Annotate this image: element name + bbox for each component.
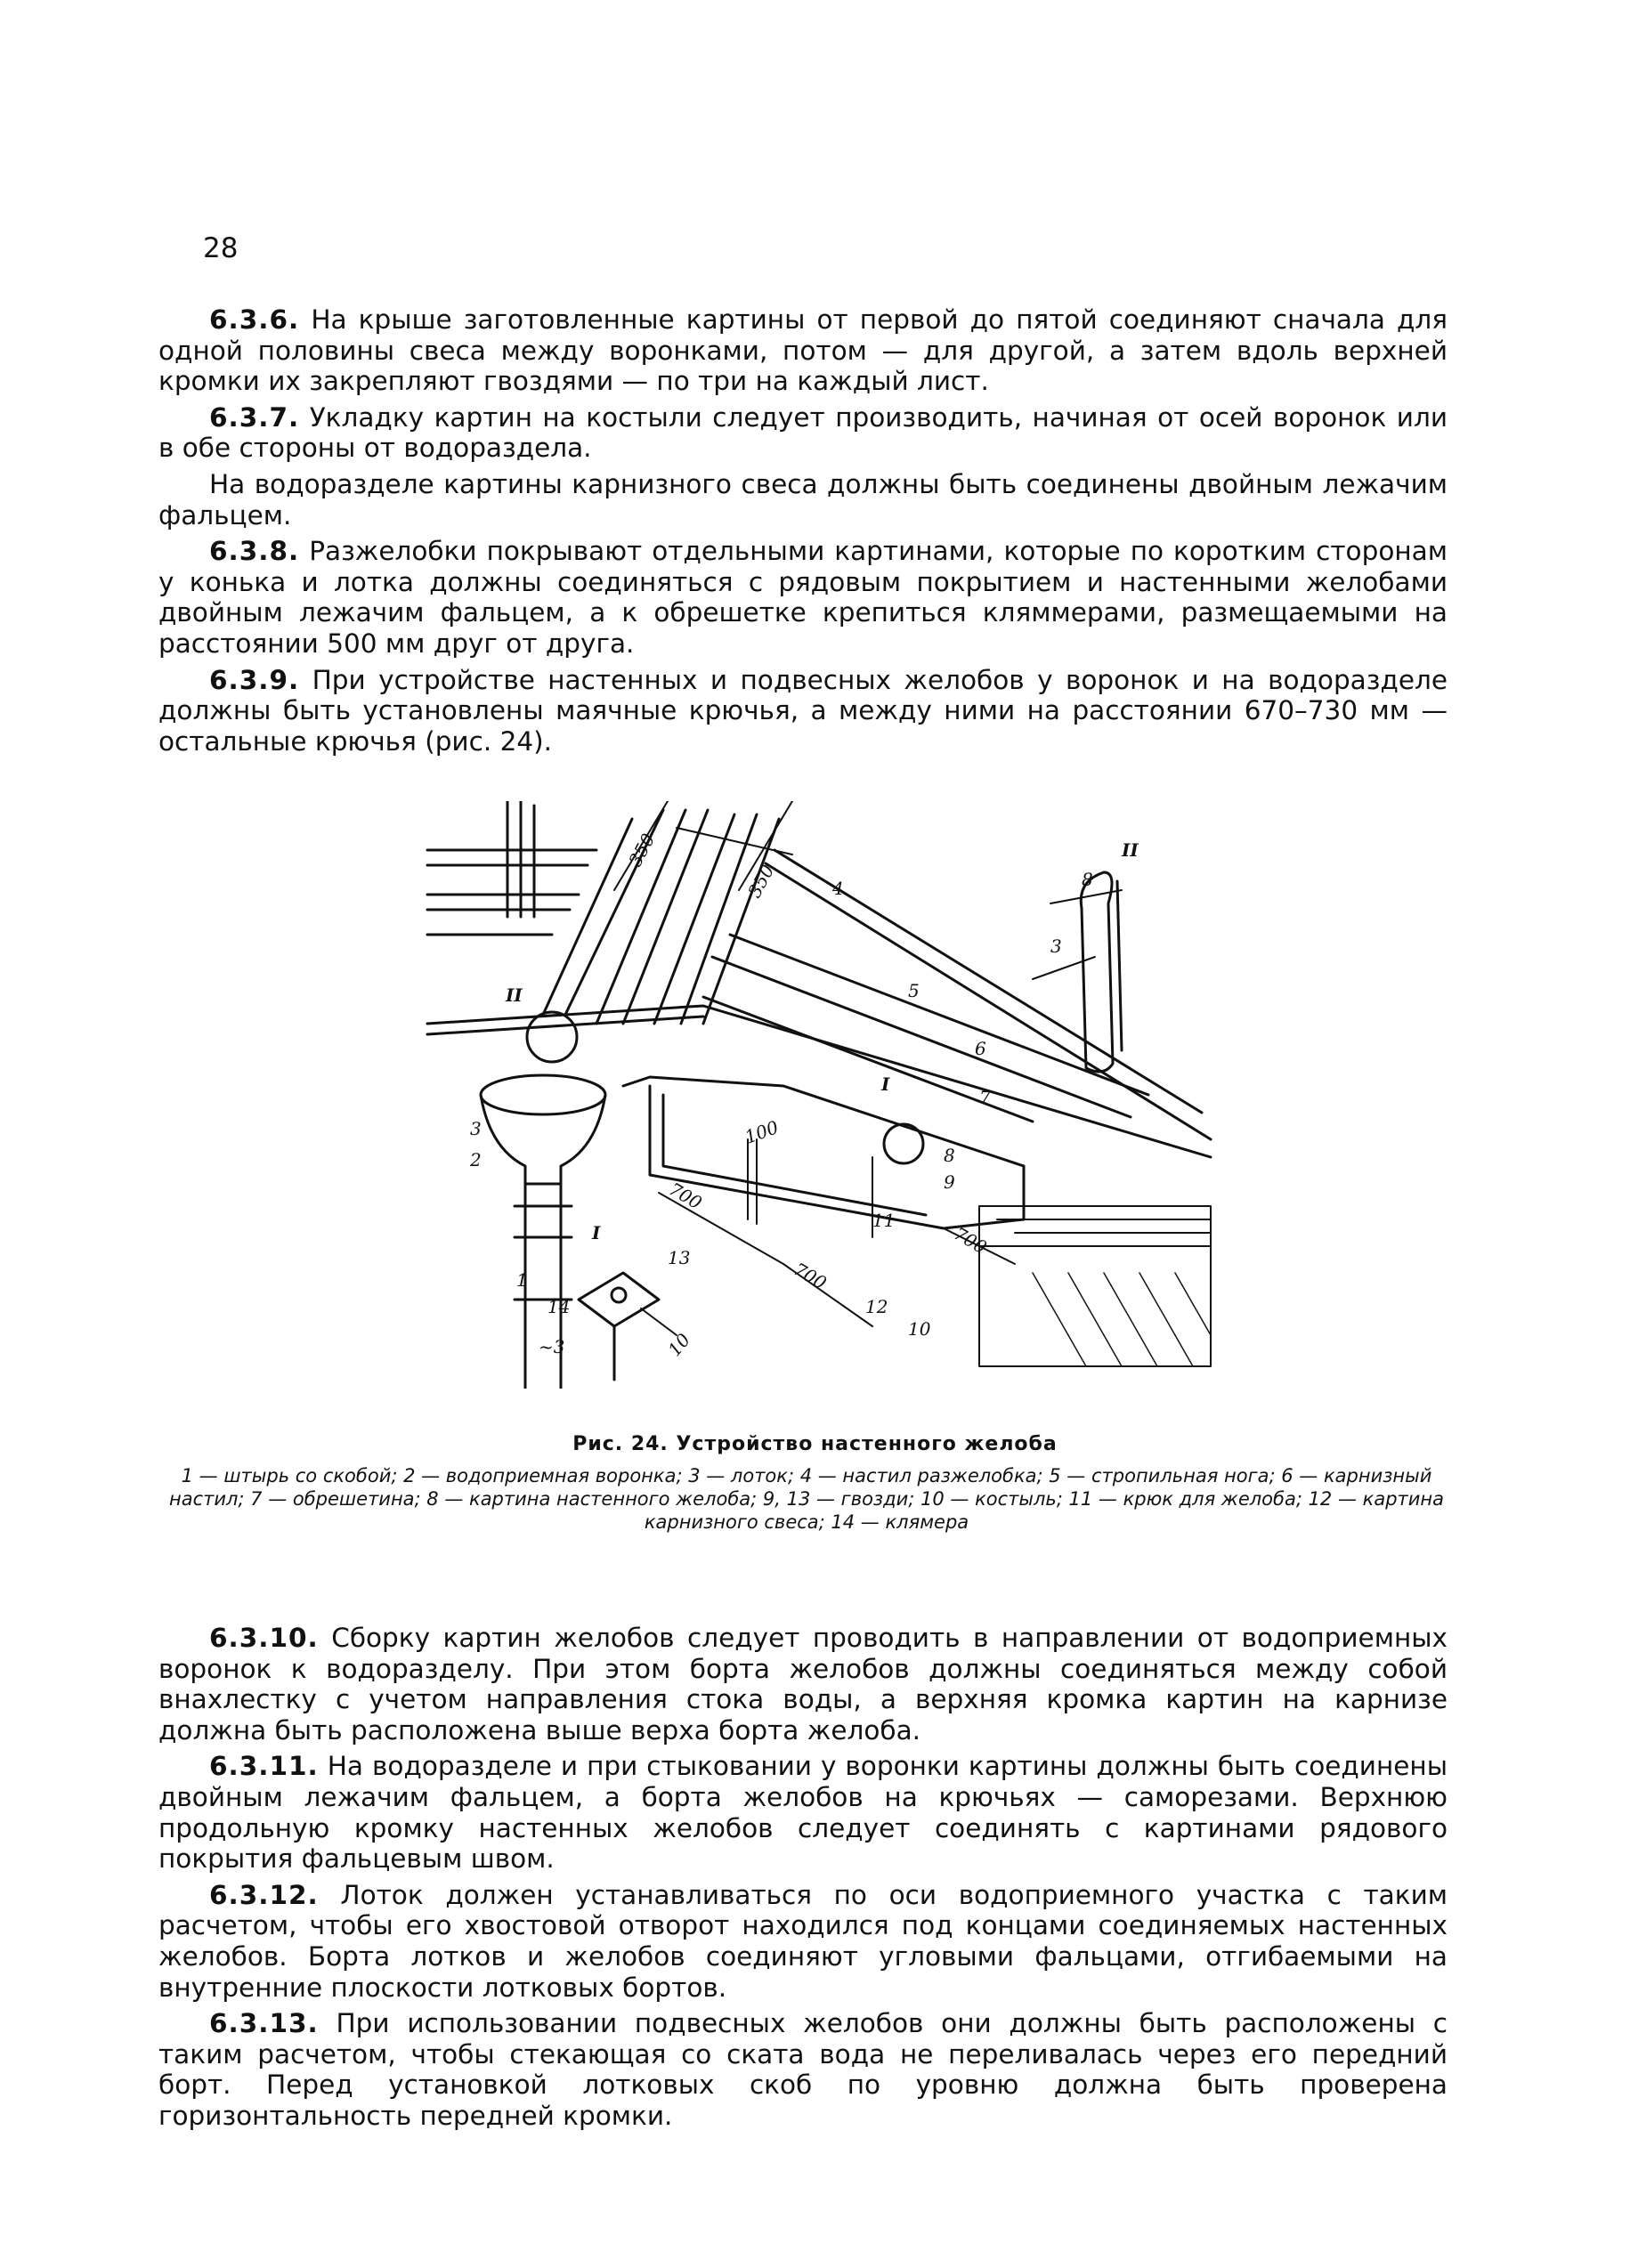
hatch-lines [1033, 1273, 1211, 1366]
dimension-label: 100 [742, 1116, 782, 1148]
callout-label: 9 [944, 1171, 955, 1193]
dimension-label: 350 [624, 830, 660, 871]
detail-i-circle [884, 1124, 923, 1163]
paragraph-watershed [158, 469, 1448, 531]
paragraph-number: 6.3.7. [209, 401, 300, 433]
paragraph-6-3-9 [158, 665, 1448, 757]
paragraph-number: 6.3.10. [209, 1623, 319, 1653]
gutter-body [650, 1086, 1024, 1228]
callout-label: 13 [668, 1247, 691, 1268]
detail-ii-fold [1081, 872, 1113, 1072]
paragraph-number: 6.3.9. [209, 664, 300, 695]
callout-label: 14 [547, 1296, 571, 1317]
figure-legend: 1 — штырь со скобой; 2 — водоприемная воронка; 3 — лоток; 4 — настил разжелобка; 5 — стропильная нога; 6 — карнизный настил; 7 — обрешетина; 8 — картина настенного желоба; 9, 13 — гвозди; 10 — костыль; 11 — крюк для желоба; 12 — картина карнизного свеса; 14 — клямера [168, 1465, 1445, 1533]
figure-caption-title: Рис. 24. Устройство настенного желоба [572, 1433, 1058, 1455]
callout-label: 4 [832, 878, 844, 899]
figure-wall-gutter [410, 801, 1229, 1389]
page-number: 28 [203, 232, 239, 264]
dimension-label: 10 [663, 1329, 695, 1361]
paragraph-6-3-12 [158, 1880, 1448, 2003]
dimension-label: 700 [790, 1258, 831, 1294]
wall-block [979, 1206, 1211, 1366]
detail-ii-circle [527, 1012, 577, 1062]
dimension-line [641, 1308, 677, 1335]
callout-label: 8 [944, 1145, 955, 1166]
callout-label: 12 [865, 1296, 888, 1317]
paragraph-number: 6.3.12. [209, 1879, 319, 1910]
eave-edge [427, 1017, 703, 1034]
paragraph-6-3-10 [158, 1623, 1448, 1746]
leader-line [1033, 957, 1095, 979]
callout-label: 1 [516, 1269, 528, 1291]
paragraph-6-3-7 [158, 402, 1448, 464]
paragraph-6-3-13 [158, 2008, 1448, 2131]
paragraph-number: 6.3.13. [209, 2008, 319, 2039]
callout-label: 11 [872, 1210, 896, 1231]
callout-label: 3 [470, 1118, 482, 1139]
paragraph-text: Укладку картин на костыли следует производить, начиная от осей воронок или в обе стороны от водораздела. [158, 401, 1448, 464]
paragraph-6-3-8 [158, 536, 1448, 659]
callout-label: 8 [1082, 869, 1093, 890]
hook-detail [579, 1273, 659, 1326]
callout-label: 6 [975, 1038, 986, 1059]
cornice-layers [979, 1219, 1211, 1246]
detail-ii-fold [1117, 881, 1122, 1050]
paragraph-number: 6.3.8. [209, 536, 300, 567]
paragraph-text: При устройстве настенных и подвесных желобов у воронок и на водоразделе должны быть установлены маячные крючья, а между ними на расстоянии 670–730 мм — остальные крючья (рис. 24). [158, 664, 1448, 757]
dimension-label: 350 [743, 861, 779, 902]
rafter-line [712, 957, 1131, 1117]
paragraph-text: При использовании подвесных желобов они должны быть расположены с таким расчетом, чтобы стекающая со ската вода не переливалась через его передний борт. Перед установкой лотковых скоб по уровню должна быть проверена горизонтальность передней кромки. [158, 2008, 1448, 2131]
funnel-rim [481, 1075, 605, 1114]
detail-ref-label: II [506, 984, 523, 1006]
paragraph-text: Лоток должен устанавливаться по оси водоприемного участка с таким расчетом, чтобы его хвостовой отворот находился под концами соединяемых настенных желобов. Борта лотков и желобов соединяют угловыми фальцами, отгибаемыми на внутренние плоскости лотковых бортов. [158, 1879, 1448, 2003]
valley-line [543, 819, 632, 1015]
callout-label: ~3 [539, 1336, 565, 1357]
text-block-top [158, 304, 1448, 762]
gutter-drawing [410, 801, 1229, 1389]
detail-ref-label: I [592, 1222, 601, 1243]
callout-label: 7 [979, 1087, 991, 1108]
paragraph-text: На крыше заготовленные картины от первой до пятой соединяют сначала для одной половины свеса между воронками, потом — для другой, а затем вдоль верхней кромки их закрепляют гвоздями — по три на каждый лист. [158, 304, 1448, 397]
paragraph-text: Сборку картин желобов следует проводить в направлении от водоприемных воронок к водоразделу. При этом борта желобов должны соединяться между собой внахлестку с учетом направления стока воды, а верхняя кромка картин на карнизе должна быть расположена выше верха борта желоба. [158, 1623, 1448, 1746]
paragraph-6-3-6 [158, 304, 1448, 397]
paragraph-6-3-11 [158, 1751, 1448, 1874]
paragraph-number: 6.3.11. [209, 1751, 319, 1782]
callout-label: 3 [1050, 936, 1062, 957]
paragraph-text: Разжелобки покрывают отдельными картинами, которые по коротким сторонам у конька и лотка должны соединяться с рядовым покрытием и настенными желобами двойным лежачим фальцем, а к обрешетке крепиться кляммерами, размещаемыми на расстоянии 500 мм друг от друга. [158, 536, 1448, 659]
nail-head [612, 1288, 626, 1302]
callout-label: 5 [908, 980, 920, 1001]
paragraph-text: На водоразделе и при стыковании у воронки картины должны быть соединены двойным лежачим фальцем, а борта желобов на крючьях — саморезами. Верхнюю продольную кромку настенных желобов следует соединять с картинами рядового покрытия фальцевым швом. [158, 1751, 1448, 1875]
detail-ref-label: I [881, 1073, 890, 1095]
dimension-label: 700 [950, 1222, 991, 1259]
callout-label: 2 [470, 1149, 482, 1170]
text-block-bottom [158, 1623, 1448, 2137]
paragraph-text: На водоразделе картины карнизного свеса должны быть соединены двойным лежачим фальцем. [158, 468, 1448, 531]
dimension-label: 700 [665, 1178, 706, 1214]
downpipe [525, 1184, 561, 1389]
eave-edge [427, 1006, 1211, 1157]
callout-label: 10 [908, 1318, 931, 1340]
paragraph-number: 6.3.6. [209, 304, 300, 335]
detail-ref-label: II [1122, 839, 1139, 861]
gutter-top-edge [623, 1077, 1024, 1166]
